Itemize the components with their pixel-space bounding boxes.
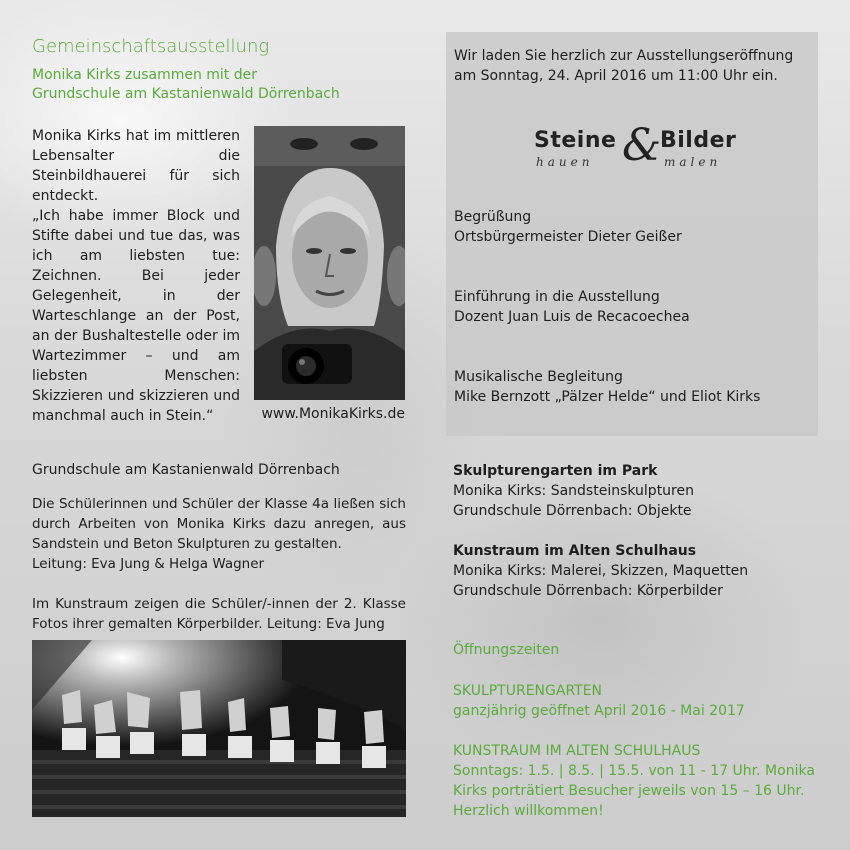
- artist-bio: [32, 126, 240, 426]
- garden-item: Monika Kirks: Sandsteinskulpturen: [453, 483, 694, 499]
- program-item-detail: Ortsbürgermeister Dieter Geißer: [454, 229, 682, 245]
- sculpture-garden-photo: [32, 640, 406, 817]
- artist-portrait-image: [254, 126, 405, 400]
- logo-word-steine: Steine: [534, 128, 617, 153]
- invitation-text: [454, 46, 810, 86]
- school-heading: Grundschule am Kastanienwald Dörrenbach: [32, 462, 340, 478]
- subtitle-line-1: Monika Kirks zusammen mit der: [32, 67, 258, 83]
- kunstraum-location: [453, 541, 823, 601]
- program-item: [454, 207, 810, 247]
- kunstraum-item: Monika Kirks: Malerei, Skizzen, Maquetten: [453, 563, 749, 579]
- portrait-illustration: [254, 126, 405, 400]
- kunstraum-hours-line: Herzlich willkommen!: [453, 803, 604, 819]
- garden-item: Grundschule Dörrenbach: Objekte: [453, 503, 692, 519]
- school-paragraph-2: Im Kunstraum zeigen die Schüler/-innen der 2. Klasse Fotos ihrer gemalten Körperbilder. Leitung: Eva Jung: [32, 596, 406, 632]
- invitation-line-2: am Sonntag, 24. April 2016 um 11:00 Uhr ein.: [454, 68, 778, 84]
- garden-location: [453, 461, 823, 521]
- program-item-detail: Dozent Juan Luis de Recacoechea: [454, 309, 690, 325]
- page-subtitle: [32, 66, 412, 104]
- bio-paragraph-2: „Ich habe immer Block und Stifte dabei und tue das, was ich am liebsten tue: Zeichnen. Bei jeder Gelegenheit, in der Warteschlange an der Post, an der Bushaltestelle oder im Wartezimmer – und am liebsten Menschen: Skizzieren und skizzieren und manchmal auch in Stein.“: [32, 208, 240, 424]
- kunstraum-hours-line: Sonntags: 1.5. | 8.5. | 15.5. von 11 - 17 Uhr. Monika: [453, 763, 815, 779]
- bio-paragraph-1: Monika Kirks hat im mittleren Lebensalter die Steinbildhauerei für sich entdeckt.: [32, 128, 240, 204]
- garden-heading: Skulpturengarten im Park: [453, 463, 658, 479]
- garden-hours-label: SKULPTURENGARTEN: [453, 683, 603, 699]
- program-item-title: Begrüßung: [454, 209, 532, 225]
- kunstraum-hours-label: KUNSTRAUM IM ALTEN SCHULHAUS: [453, 743, 701, 759]
- invitation-panel: [446, 32, 818, 436]
- logo-sub-malen: malen: [664, 155, 722, 169]
- spacer: [32, 574, 406, 594]
- school-paragraph-1: Die Schülerinnen und Schüler der Klasse 4a ließen sich durch Arbeiten von Monika Kirks dazu anregen, aus Sandstein und Beton Skulpturen zu gestalten.: [32, 496, 406, 552]
- program-item-title: Musikalische Begleitung: [454, 369, 623, 385]
- garden-hours-text: ganzjährig geöffnet April 2016 - Mai 2017: [453, 703, 745, 719]
- page-title: Gemeinschaftsausstellung: [32, 36, 270, 57]
- program-item-detail: Mike Bernzott „Pälzer Helde“ und Eliot Kirks: [454, 389, 761, 405]
- school-description: [32, 494, 406, 634]
- sculpture-garden-illustration: [32, 640, 406, 817]
- logo-word-bilder: Bilder: [660, 128, 737, 153]
- program-item: [454, 287, 810, 327]
- subtitle-line-2: Grundschule am Kastanienwald Dörrenbach: [32, 86, 340, 102]
- program-item: [454, 367, 810, 407]
- logo-ampersand: &: [622, 120, 662, 171]
- steine-bilder-logo: [534, 120, 737, 178]
- program-item-title: Einführung in die Ausstellung: [454, 289, 660, 305]
- school-leitung: Leitung: Eva Jung & Helga Wagner: [32, 556, 265, 572]
- logo-sub-hauen: hauen: [536, 155, 594, 169]
- artist-website-link[interactable]: www.MonikaKirks.de: [261, 406, 405, 422]
- garden-hours: [453, 681, 823, 721]
- invitation-line-1: Wir laden Sie herzlich zur Ausstellungseröffnung: [454, 48, 794, 64]
- opening-hours-heading: Öffnungszeiten: [453, 642, 560, 658]
- kunstraum-hours-line: Kirks porträtiert Besucher jeweils von 15 – 16 Uhr.: [453, 783, 805, 799]
- kunstraum-heading: Kunstraum im Alten Schulhaus: [453, 543, 697, 559]
- kunstraum-hours: [453, 741, 823, 821]
- kunstraum-item: Grundschule Dörrenbach: Körperbilder: [453, 583, 723, 599]
